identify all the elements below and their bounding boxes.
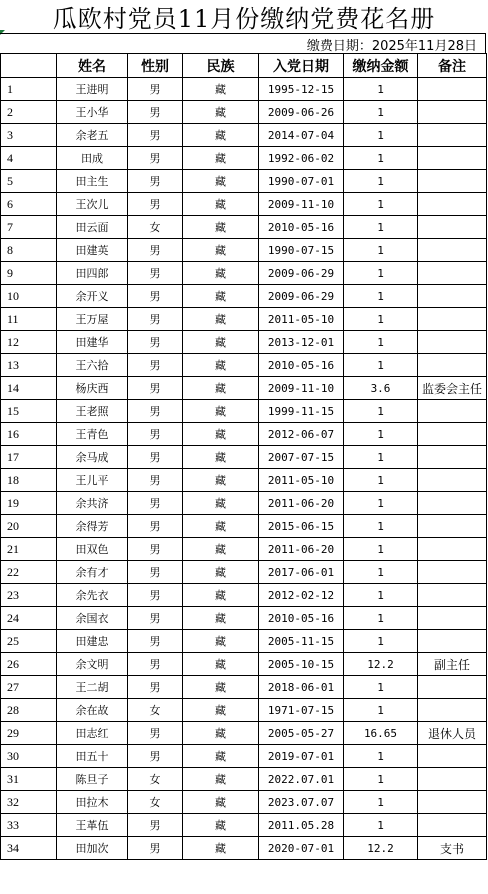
header-ethnicity[interactable]: 民族	[183, 54, 259, 78]
cell-name[interactable]: 余国衣	[57, 607, 128, 630]
cell-index[interactable]: 27	[1, 676, 57, 699]
date-row	[0, 33, 486, 53]
cell-join-date[interactable]: 2019-07-01	[259, 745, 344, 768]
cell-gender[interactable]: 女	[128, 216, 183, 239]
cell-remarks[interactable]	[418, 285, 487, 308]
table-row	[1, 676, 487, 699]
cell-gender[interactable]: 男	[128, 285, 183, 308]
cell-name[interactable]: 田主生	[57, 170, 128, 193]
cell-gender[interactable]: 男	[128, 377, 183, 400]
cell-gender[interactable]: 男	[128, 193, 183, 216]
cell-ethnicity[interactable]: 藏	[183, 400, 259, 423]
cell-join-date[interactable]: 2011.05.28	[259, 814, 344, 837]
cell-join-date[interactable]: 2011-06-20	[259, 492, 344, 515]
header-row	[1, 54, 487, 78]
cell-remarks[interactable]	[418, 607, 487, 630]
cell-gender[interactable]: 男	[128, 653, 183, 676]
cell-ethnicity[interactable]: 藏	[183, 193, 259, 216]
cell-index[interactable]: 20	[1, 515, 57, 538]
table-row	[1, 331, 487, 354]
cell-gender[interactable]: 男	[128, 676, 183, 699]
payment-date: 缴费日期：2025年11月28日	[306, 39, 477, 54]
cell-join-date[interactable]: 2010-05-16	[259, 216, 344, 239]
cell-gender[interactable]: 男	[128, 331, 183, 354]
cell-remarks[interactable]	[418, 515, 487, 538]
cell-join-date[interactable]: 1999-11-15	[259, 400, 344, 423]
cell-gender[interactable]: 男	[128, 745, 183, 768]
cell-remarks[interactable]	[418, 630, 487, 653]
cell-remarks[interactable]	[418, 78, 487, 101]
cell-ethnicity[interactable]: 藏	[183, 124, 259, 147]
table-row	[1, 377, 487, 400]
cell-ethnicity[interactable]: 藏	[183, 561, 259, 584]
table-row	[1, 745, 487, 768]
cell-ethnicity[interactable]: 藏	[183, 377, 259, 400]
cell-amount[interactable]: 1	[344, 607, 418, 630]
cell-join-date[interactable]: 2022.07.01	[259, 768, 344, 791]
cell-remarks[interactable]	[418, 170, 487, 193]
cell-index[interactable]: 34	[1, 837, 57, 860]
cell-name[interactable]: 王进明	[57, 78, 128, 101]
cell-index[interactable]: 18	[1, 469, 57, 492]
cell-amount[interactable]: 1	[344, 791, 418, 814]
cell-ethnicity[interactable]: 藏	[183, 423, 259, 446]
cell-ethnicity[interactable]: 藏	[183, 170, 259, 193]
cell-gender[interactable]: 男	[128, 262, 183, 285]
cell-remarks[interactable]	[418, 814, 487, 837]
cell-amount[interactable]: 1	[344, 147, 418, 170]
table-row	[1, 78, 487, 101]
table-row	[1, 492, 487, 515]
cell-amount[interactable]: 1	[344, 285, 418, 308]
cell-join-date[interactable]: 2009-11-10	[259, 193, 344, 216]
table-row	[1, 584, 487, 607]
cell-name[interactable]: 余文明	[57, 653, 128, 676]
cell-join-date[interactable]: 1995-12-15	[259, 78, 344, 101]
cell-gender[interactable]: 男	[128, 308, 183, 331]
cell-name[interactable]: 王青色	[57, 423, 128, 446]
cell-index[interactable]: 12	[1, 331, 57, 354]
cell-index[interactable]: 2	[1, 101, 57, 124]
cell-gender[interactable]: 男	[128, 722, 183, 745]
cell-amount[interactable]: 16.65	[344, 722, 418, 745]
cell-name[interactable]: 杨庆西	[57, 377, 128, 400]
cell-name[interactable]: 田成	[57, 147, 128, 170]
cell-gender[interactable]: 男	[128, 400, 183, 423]
cell-join-date[interactable]: 2013-12-01	[259, 331, 344, 354]
member-table	[0, 53, 487, 860]
cell-amount[interactable]: 1	[344, 814, 418, 837]
cell-join-date[interactable]: 2020-07-01	[259, 837, 344, 860]
cell-index[interactable]: 26	[1, 653, 57, 676]
cell-join-date[interactable]: 2007-07-15	[259, 446, 344, 469]
cell-join-date[interactable]: 2011-06-20	[259, 538, 344, 561]
cell-gender[interactable]: 男	[128, 515, 183, 538]
cell-ethnicity[interactable]: 藏	[183, 584, 259, 607]
cell-name[interactable]: 王六拾	[57, 354, 128, 377]
cell-index[interactable]: 1	[1, 78, 57, 101]
cell-ethnicity[interactable]: 藏	[183, 354, 259, 377]
table-row	[1, 193, 487, 216]
cell-ethnicity[interactable]: 藏	[183, 653, 259, 676]
cell-name[interactable]: 田建忠	[57, 630, 128, 653]
table-row	[1, 768, 487, 791]
cell-name[interactable]: 田建华	[57, 331, 128, 354]
cell-remarks[interactable]: 支书	[418, 837, 487, 860]
cell-amount[interactable]: 1	[344, 78, 418, 101]
cell-name[interactable]: 田双色	[57, 538, 128, 561]
cell-remarks[interactable]	[418, 538, 487, 561]
cell-remarks[interactable]	[418, 469, 487, 492]
cell-ethnicity[interactable]: 藏	[183, 538, 259, 561]
table-row	[1, 170, 487, 193]
cell-ethnicity[interactable]: 藏	[183, 837, 259, 860]
cell-amount[interactable]: 1	[344, 124, 418, 147]
cell-amount[interactable]: 1	[344, 492, 418, 515]
cell-index[interactable]: 19	[1, 492, 57, 515]
cell-remarks[interactable]	[418, 216, 487, 239]
cell-index[interactable]: 13	[1, 354, 57, 377]
cell-amount[interactable]: 1	[344, 446, 418, 469]
table-row	[1, 285, 487, 308]
cell-ethnicity[interactable]: 藏	[183, 630, 259, 653]
cell-ethnicity[interactable]: 藏	[183, 722, 259, 745]
cell-name[interactable]: 余先衣	[57, 584, 128, 607]
header-gender[interactable]: 性别	[128, 54, 183, 78]
cell-gender[interactable]: 男	[128, 584, 183, 607]
cell-name[interactable]: 余在故	[57, 699, 128, 722]
cell-name[interactable]: 田加次	[57, 837, 128, 860]
table-row	[1, 630, 487, 653]
cell-amount[interactable]: 1	[344, 584, 418, 607]
cell-remarks[interactable]	[418, 193, 487, 216]
cell-name[interactable]: 王二胡	[57, 676, 128, 699]
cell-ethnicity[interactable]: 藏	[183, 745, 259, 768]
cell-index[interactable]: 23	[1, 584, 57, 607]
cell-amount[interactable]: 1	[344, 170, 418, 193]
cell-name[interactable]: 王儿平	[57, 469, 128, 492]
cell-index[interactable]: 33	[1, 814, 57, 837]
cell-join-date[interactable]: 1990-07-15	[259, 239, 344, 262]
cell-index[interactable]: 25	[1, 630, 57, 653]
cell-join-date[interactable]: 2011-05-10	[259, 308, 344, 331]
cell-gender[interactable]: 男	[128, 101, 183, 124]
sheet-title: 瓜欧村党员11月份缴纳党费花名册	[52, 5, 436, 33]
cell-gender[interactable]: 男	[128, 239, 183, 262]
table-row	[1, 262, 487, 285]
cell-ethnicity[interactable]: 藏	[183, 285, 259, 308]
cell-index[interactable]: 16	[1, 423, 57, 446]
cell-gender[interactable]: 男	[128, 446, 183, 469]
cell-name[interactable]: 余开义	[57, 285, 128, 308]
cell-index[interactable]: 14	[1, 377, 57, 400]
table-row	[1, 216, 487, 239]
cell-join-date[interactable]: 2010-05-16	[259, 607, 344, 630]
cell-index[interactable]: 8	[1, 239, 57, 262]
cell-index[interactable]: 17	[1, 446, 57, 469]
cell-remarks[interactable]	[418, 768, 487, 791]
table-row	[1, 607, 487, 630]
cell-gender[interactable]: 女	[128, 768, 183, 791]
cell-ethnicity[interactable]: 藏	[183, 814, 259, 837]
table-row	[1, 469, 487, 492]
cell-name[interactable]: 王革伍	[57, 814, 128, 837]
cell-name[interactable]: 田拉木	[57, 791, 128, 814]
cell-gender[interactable]: 男	[128, 538, 183, 561]
cell-index[interactable]: 28	[1, 699, 57, 722]
cell-join-date[interactable]: 2014-07-04	[259, 124, 344, 147]
cell-gender[interactable]: 男	[128, 147, 183, 170]
cell-remarks[interactable]: 监委会主任	[418, 377, 487, 400]
cell-index[interactable]: 9	[1, 262, 57, 285]
cell-amount[interactable]: 1	[344, 239, 418, 262]
table-row	[1, 354, 487, 377]
cell-name[interactable]: 田建英	[57, 239, 128, 262]
cell-gender[interactable]: 女	[128, 699, 183, 722]
cell-remarks[interactable]	[418, 147, 487, 170]
table-row	[1, 814, 487, 837]
table-row	[1, 515, 487, 538]
cell-join-date[interactable]: 1990-07-01	[259, 170, 344, 193]
table-row	[1, 124, 487, 147]
cell-remarks[interactable]	[418, 791, 487, 814]
cell-join-date[interactable]: 2015-06-15	[259, 515, 344, 538]
cell-remarks[interactable]: 退休人员	[418, 722, 487, 745]
cell-ethnicity[interactable]: 藏	[183, 676, 259, 699]
cell-amount[interactable]: 1	[344, 423, 418, 446]
table-row	[1, 653, 487, 676]
cell-remarks[interactable]	[418, 561, 487, 584]
cell-remarks[interactable]	[418, 308, 487, 331]
cell-name[interactable]: 田五十	[57, 745, 128, 768]
cell-name[interactable]: 王老照	[57, 400, 128, 423]
cell-gender[interactable]: 男	[128, 814, 183, 837]
cell-amount[interactable]: 1	[344, 745, 418, 768]
cell-index[interactable]: 10	[1, 285, 57, 308]
cell-index[interactable]: 11	[1, 308, 57, 331]
cell-amount[interactable]: 12.2	[344, 653, 418, 676]
cell-join-date[interactable]: 2005-11-15	[259, 630, 344, 653]
table-row	[1, 791, 487, 814]
cell-name[interactable]: 王次儿	[57, 193, 128, 216]
cell-gender[interactable]: 男	[128, 561, 183, 584]
cell-join-date[interactable]: 2012-02-12	[259, 584, 344, 607]
cell-index[interactable]: 22	[1, 561, 57, 584]
cell-amount[interactable]: 1	[344, 216, 418, 239]
cell-amount[interactable]: 1	[344, 101, 418, 124]
cell-amount[interactable]: 1	[344, 538, 418, 561]
cell-ethnicity[interactable]: 藏	[183, 262, 259, 285]
table-row	[1, 722, 487, 745]
cell-name[interactable]: 田云面	[57, 216, 128, 239]
cell-remarks[interactable]	[418, 584, 487, 607]
cell-amount[interactable]: 1	[344, 193, 418, 216]
cell-join-date[interactable]: 1971-07-15	[259, 699, 344, 722]
table-row	[1, 239, 487, 262]
table-row	[1, 538, 487, 561]
cell-amount[interactable]: 1	[344, 768, 418, 791]
cell-ethnicity[interactable]: 藏	[183, 78, 259, 101]
cell-index[interactable]: 30	[1, 745, 57, 768]
header-amount[interactable]: 缴纳金额	[344, 54, 418, 78]
cell-remarks[interactable]	[418, 239, 487, 262]
cell-name[interactable]: 余有才	[57, 561, 128, 584]
cell-remarks[interactable]	[418, 492, 487, 515]
cell-ethnicity[interactable]: 藏	[183, 446, 259, 469]
cell-ethnicity[interactable]: 藏	[183, 791, 259, 814]
cell-gender[interactable]: 女	[128, 791, 183, 814]
cell-name[interactable]: 王小华	[57, 101, 128, 124]
cell-ethnicity[interactable]: 藏	[183, 768, 259, 791]
header-join-date[interactable]: 入党日期	[259, 54, 344, 78]
cell-ethnicity[interactable]: 藏	[183, 469, 259, 492]
cell-name[interactable]: 余马成	[57, 446, 128, 469]
cell-amount[interactable]: 1	[344, 515, 418, 538]
cell-index[interactable]: 24	[1, 607, 57, 630]
cell-ethnicity[interactable]: 藏	[183, 216, 259, 239]
cell-join-date[interactable]: 2017-06-01	[259, 561, 344, 584]
cell-join-date[interactable]: 2010-05-16	[259, 354, 344, 377]
cell-remarks[interactable]	[418, 446, 487, 469]
cell-gender[interactable]: 男	[128, 607, 183, 630]
cell-amount[interactable]: 1	[344, 469, 418, 492]
table-row	[1, 837, 487, 860]
cell-remarks[interactable]: 副主任	[418, 653, 487, 676]
table-row	[1, 699, 487, 722]
cell-remarks[interactable]	[418, 331, 487, 354]
cell-amount[interactable]: 12.2	[344, 837, 418, 860]
cell-remarks[interactable]	[418, 745, 487, 768]
cell-remarks[interactable]	[418, 262, 487, 285]
cell-name[interactable]: 余得芳	[57, 515, 128, 538]
cell-remarks[interactable]	[418, 124, 487, 147]
cell-remarks[interactable]	[418, 400, 487, 423]
cell-index[interactable]: 29	[1, 722, 57, 745]
cell-remarks[interactable]	[418, 676, 487, 699]
table-row	[1, 400, 487, 423]
cell-amount[interactable]: 1	[344, 561, 418, 584]
cell-join-date[interactable]: 2005-10-15	[259, 653, 344, 676]
cell-join-date[interactable]: 2009-06-29	[259, 285, 344, 308]
cell-index[interactable]: 32	[1, 791, 57, 814]
cell-join-date[interactable]: 2009-11-10	[259, 377, 344, 400]
cell-amount[interactable]: 3.6	[344, 377, 418, 400]
cell-ethnicity[interactable]: 藏	[183, 331, 259, 354]
cell-amount[interactable]: 1	[344, 354, 418, 377]
cell-ethnicity[interactable]: 藏	[183, 101, 259, 124]
cell-index[interactable]: 31	[1, 768, 57, 791]
cell-gender[interactable]: 男	[128, 469, 183, 492]
cell-name[interactable]: 陈旦子	[57, 768, 128, 791]
cell-ethnicity[interactable]: 藏	[183, 699, 259, 722]
cell-index[interactable]: 7	[1, 216, 57, 239]
cell-index[interactable]: 15	[1, 400, 57, 423]
cell-ethnicity[interactable]: 藏	[183, 239, 259, 262]
header-index[interactable]	[1, 54, 57, 78]
cell-amount[interactable]: 1	[344, 308, 418, 331]
cell-join-date[interactable]: 2018-06-01	[259, 676, 344, 699]
cell-join-date[interactable]: 2023.07.07	[259, 791, 344, 814]
cell-remarks[interactable]	[418, 101, 487, 124]
table-row	[1, 446, 487, 469]
cell-amount[interactable]: 1	[344, 400, 418, 423]
cell-amount[interactable]: 1	[344, 262, 418, 285]
cell-name[interactable]: 余共济	[57, 492, 128, 515]
cell-join-date[interactable]: 2005-05-27	[259, 722, 344, 745]
cell-index[interactable]: 5	[1, 170, 57, 193]
cell-join-date[interactable]: 2009-06-26	[259, 101, 344, 124]
cell-gender[interactable]: 男	[128, 492, 183, 515]
cell-name[interactable]: 田四郎	[57, 262, 128, 285]
cell-index[interactable]: 6	[1, 193, 57, 216]
table-row	[1, 561, 487, 584]
cell-index[interactable]: 4	[1, 147, 57, 170]
cell-index[interactable]: 21	[1, 538, 57, 561]
cell-index[interactable]: 3	[1, 124, 57, 147]
cell-ethnicity[interactable]: 藏	[183, 515, 259, 538]
cell-gender[interactable]: 男	[128, 170, 183, 193]
cell-join-date[interactable]: 2011-05-10	[259, 469, 344, 492]
cell-gender[interactable]: 男	[128, 124, 183, 147]
cell-gender[interactable]: 男	[128, 630, 183, 653]
cell-ethnicity[interactable]: 藏	[183, 147, 259, 170]
cell-amount[interactable]: 1	[344, 630, 418, 653]
cell-ethnicity[interactable]: 藏	[183, 308, 259, 331]
cell-amount[interactable]: 1	[344, 699, 418, 722]
cell-gender[interactable]: 男	[128, 354, 183, 377]
cell-ethnicity[interactable]: 藏	[183, 607, 259, 630]
header-name[interactable]: 姓名	[57, 54, 128, 78]
cell-name[interactable]: 余老五	[57, 124, 128, 147]
cell-join-date[interactable]: 2012-06-07	[259, 423, 344, 446]
cell-ethnicity[interactable]: 藏	[183, 492, 259, 515]
cell-gender[interactable]: 男	[128, 837, 183, 860]
table-row	[1, 423, 487, 446]
cell-name[interactable]: 田志红	[57, 722, 128, 745]
cell-gender[interactable]: 男	[128, 423, 183, 446]
cell-gender[interactable]: 男	[128, 78, 183, 101]
table-row	[1, 308, 487, 331]
cell-join-date[interactable]: 1992-06-02	[259, 147, 344, 170]
header-remarks[interactable]: 备注	[418, 54, 487, 78]
cell-join-date[interactable]: 2009-06-29	[259, 262, 344, 285]
cell-amount[interactable]: 1	[344, 331, 418, 354]
table-row	[1, 101, 487, 124]
cell-amount[interactable]: 1	[344, 676, 418, 699]
cell-remarks[interactable]	[418, 354, 487, 377]
cell-name[interactable]: 王万屋	[57, 308, 128, 331]
cell-remarks[interactable]	[418, 699, 487, 722]
cell-remarks[interactable]	[418, 423, 487, 446]
table-row	[1, 147, 487, 170]
